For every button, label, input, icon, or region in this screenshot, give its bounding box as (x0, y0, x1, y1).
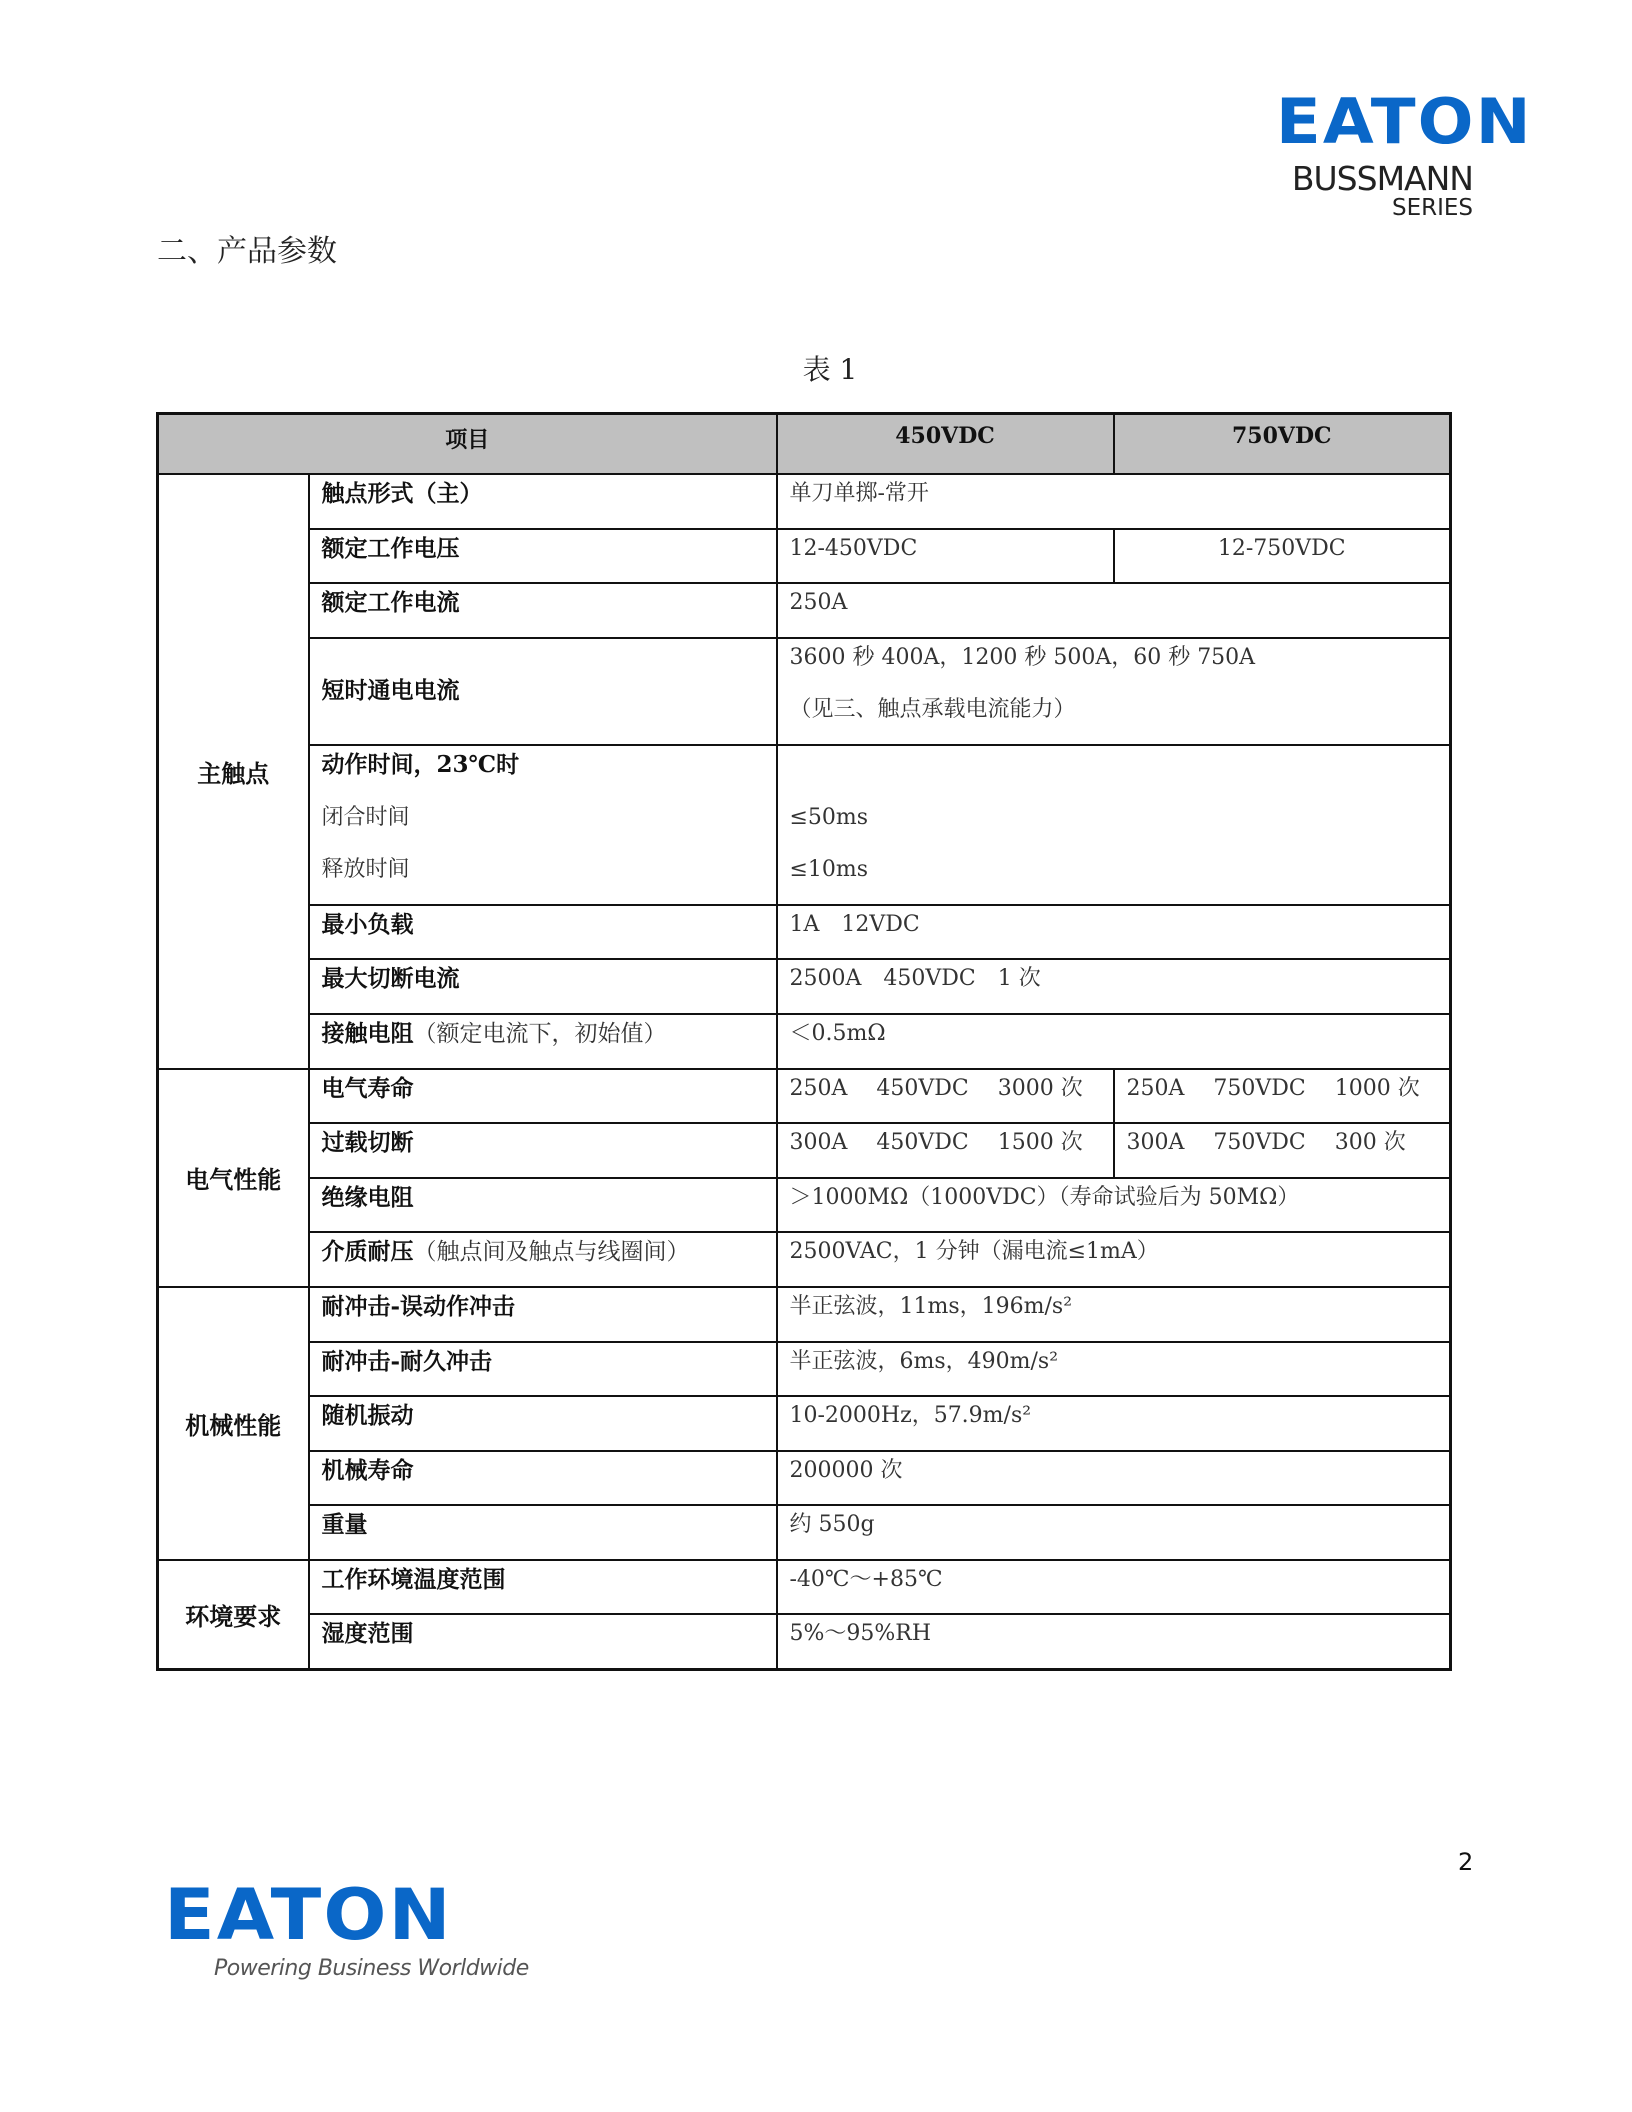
value-cell-450vdc (777, 1069, 1114, 1124)
item-label (322, 475, 764, 528)
value-cell-450vdc (777, 638, 1451, 745)
value-text: 半正弦波，11ms，196m/s² (789, 1293, 1073, 1319)
table-row (158, 1560, 1451, 1615)
item-text: 电气寿命 (321, 1074, 414, 1102)
value-text: 2500VAC，1 分钟（漏电流≤1mA） (789, 1239, 1159, 1265)
table-row (158, 1614, 1451, 1669)
value-text: 1A 12VDC (789, 911, 920, 937)
item-text: 工作环境温度范围 (321, 1565, 506, 1593)
value-text: 10-2000Hz，57.9m/s² (789, 1403, 1032, 1429)
value-cell-450vdc (777, 1123, 1114, 1178)
header-item: 项目 (158, 414, 777, 475)
item-label (322, 1561, 764, 1614)
group-label: 环境要求 (158, 1560, 309, 1670)
item-cell (309, 1505, 777, 1560)
item-label (322, 906, 764, 959)
value-text: 单刀单掷-常开 (789, 481, 929, 506)
eaton-wordmark: EATON (1275, 85, 1533, 158)
item-cell (309, 1451, 777, 1506)
value-cell-450vdc (777, 1396, 1451, 1451)
item-cell (309, 474, 777, 529)
item-label (322, 1397, 764, 1450)
value-text: ＜0.5mΩ (789, 1020, 886, 1046)
item-text: 额定工作电压 (321, 534, 460, 562)
table-row (158, 1396, 1451, 1451)
item-cell (309, 1178, 777, 1233)
value-text: 12-750VDC (1217, 535, 1346, 561)
value-cell-450vdc (777, 1614, 1451, 1669)
item-text: 短时通电电流 (321, 677, 460, 705)
item-cell (309, 529, 777, 584)
value-cell-450vdc (777, 1178, 1451, 1233)
value-text: 300A 450VDC 1500 次 (789, 1130, 1083, 1156)
group-label: 电气性能 (158, 1069, 309, 1287)
item-cell (309, 1069, 777, 1124)
item-text: 重量 (321, 1511, 368, 1539)
item-cell (309, 1342, 777, 1397)
value-text: 250A 450VDC 3000 次 (789, 1075, 1083, 1101)
value-cell-450vdc (777, 959, 1451, 1014)
value-cell-750vdc (1114, 1123, 1451, 1178)
item-text: 湿度范围 (321, 1620, 414, 1648)
series-wordmark: SERIES (1391, 195, 1473, 221)
bussmann-wordmark: BUSSMANN (1291, 159, 1473, 198)
table-row (158, 1178, 1451, 1233)
item-cell (309, 745, 777, 905)
value-cell-750vdc (1114, 1069, 1451, 1124)
item-text: 接触电阻 (321, 1019, 414, 1047)
item-label (322, 960, 764, 1013)
value-cell-450vdc (777, 474, 1451, 529)
item-text: 耐冲击-误动作冲击 (321, 1292, 516, 1320)
item-label (322, 584, 764, 637)
item-label (322, 1343, 764, 1396)
item-label (322, 530, 764, 583)
item-cell (309, 1123, 777, 1178)
value-cell-450vdc (777, 1014, 1451, 1069)
item-text: 最小负载 (321, 910, 414, 938)
value-cell-450vdc (777, 745, 1451, 905)
sub-item-label (322, 799, 764, 852)
value-text: （见三、触点承载电流能力） (789, 697, 1076, 723)
product-parameters-table (156, 412, 1452, 1671)
table-row (158, 474, 1451, 529)
item-label (322, 746, 764, 799)
item-label (322, 1506, 764, 1559)
value-cell-450vdc (777, 1505, 1451, 1560)
item-label (322, 1288, 764, 1341)
table-row (158, 959, 1451, 1014)
value-text: 3600 秒 400A，1200 秒 500A，60 秒 750A (789, 644, 1256, 670)
item-cell (309, 1560, 777, 1615)
value-text: 12-450VDC (789, 535, 918, 561)
item-note: （触点间及触点与线圈间） (413, 1239, 690, 1266)
item-cell (309, 905, 777, 960)
item-label (322, 1124, 764, 1177)
value-text: ＞1000MΩ（1000VDC）（寿命试验后为 50MΩ） (789, 1184, 1300, 1210)
value-text: 300A 750VDC 300 次 (1126, 1130, 1406, 1156)
item-cell (309, 1614, 777, 1669)
value-text: 5%～95%RH (789, 1621, 932, 1647)
value-cell-450vdc (777, 1232, 1451, 1287)
page-number: 2 (1458, 1848, 1474, 1876)
item-label (322, 674, 764, 708)
value-cell-750vdc (1114, 529, 1451, 584)
item-text: 释放时间 (321, 857, 410, 883)
value-text: 200000 次 (789, 1457, 903, 1483)
value-text: 250A (789, 590, 848, 616)
tagline: Powering Business Worldwide (214, 1956, 529, 1981)
item-text: 最大切断电流 (321, 965, 460, 993)
group-label: 主触点 (158, 474, 309, 1069)
item-label (322, 1015, 764, 1068)
value-cell-450vdc (777, 1287, 1451, 1342)
value-text: 2500A 450VDC 1 次 (789, 966, 1041, 992)
header-450vdc: 450VDC (777, 414, 1114, 475)
value-cell-450vdc (777, 529, 1114, 584)
table-row (158, 1069, 1451, 1124)
table-row (158, 638, 1451, 745)
item-text: 绝缘电阻 (321, 1183, 414, 1211)
value-text: ≤50ms (789, 804, 869, 830)
item-cell (309, 583, 777, 638)
item-cell (309, 1287, 777, 1342)
value-text: ≤10ms (789, 857, 869, 883)
section-heading: 二、产品参数 (157, 234, 337, 269)
item-text: 闭合时间 (321, 804, 410, 830)
table-row (158, 1451, 1451, 1506)
item-label (322, 1615, 764, 1668)
item-cell (309, 638, 777, 745)
item-cell (309, 959, 777, 1014)
eaton-bussmann-logo (1275, 85, 1533, 221)
group-label: 机械性能 (158, 1287, 309, 1560)
item-cell (309, 1396, 777, 1451)
table-row (158, 1232, 1451, 1287)
item-label (322, 1179, 764, 1232)
item-cell (309, 1232, 777, 1287)
value-text: 半正弦波，6ms，490m/s² (789, 1348, 1059, 1374)
table-row (158, 745, 1451, 905)
table-header-row (158, 414, 1451, 475)
item-text: 机械寿命 (321, 1456, 414, 1484)
sub-item-label (322, 851, 764, 904)
value-text (790, 746, 1438, 799)
table-row (158, 1287, 1451, 1342)
value-cell-450vdc (777, 905, 1451, 960)
item-note: （额定电流下，初始值） (413, 1020, 667, 1047)
table-row (158, 1342, 1451, 1397)
item-text: 过载切断 (321, 1129, 414, 1157)
eaton-footer-logo (164, 1874, 529, 1981)
table-row (158, 1505, 1451, 1560)
value-cell-450vdc (777, 583, 1451, 638)
item-label (322, 1452, 764, 1505)
eaton-wordmark: EATON (164, 1874, 453, 1956)
item-label (322, 1233, 764, 1286)
table-row (158, 905, 1451, 960)
item-text: 额定工作电流 (321, 589, 460, 617)
value-cell-450vdc (777, 1560, 1451, 1615)
item-text: 触点形式（主） (321, 480, 483, 507)
value-cell-450vdc (777, 1342, 1451, 1397)
item-text: 耐冲击-耐久冲击 (321, 1347, 493, 1375)
value-text: -40℃～+85℃ (789, 1566, 943, 1592)
item-label (322, 1070, 764, 1123)
value-cell-450vdc (777, 1451, 1451, 1506)
table-row (158, 583, 1451, 638)
item-text: 动作时间，23℃时 (321, 750, 520, 778)
item-text: 随机振动 (321, 1402, 414, 1430)
table-row (158, 529, 1451, 584)
value-text: 约 550g (789, 1512, 875, 1538)
value-text: 250A 750VDC 1000 次 (1126, 1075, 1420, 1101)
table-row (158, 1123, 1451, 1178)
header-750vdc: 750VDC (1114, 414, 1451, 475)
table-caption: 表 1 (802, 353, 858, 386)
table-row (158, 1014, 1451, 1069)
item-text: 介质耐压 (321, 1238, 414, 1266)
item-cell (309, 1014, 777, 1069)
